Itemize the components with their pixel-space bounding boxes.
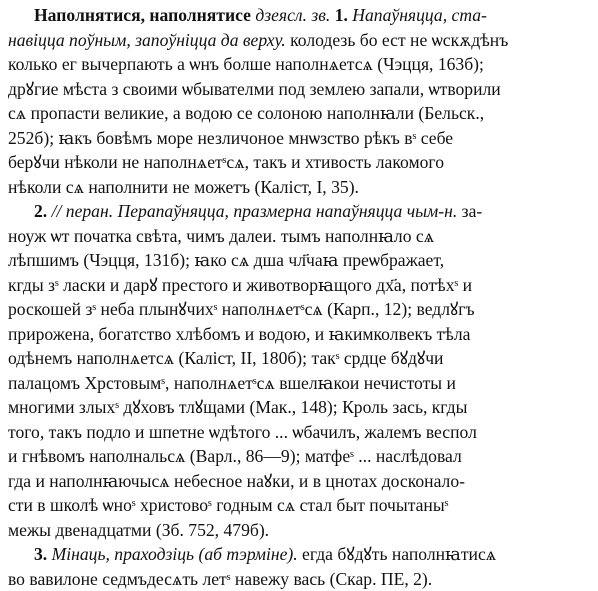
text-line: роскошей зˢ неба плынꙋчихˢ наполнѧетˢсѧ (Карп., 12); ведлꙋгъ xyxy=(8,297,590,322)
text-line: сти в школѣ ѡноˢ христовоˢ годным сѧ стал быт почытаныˢ xyxy=(8,493,590,518)
sense-number-2: 2. xyxy=(34,201,47,221)
definition-1b: навіцца поўным, запоўніцца да верху. xyxy=(8,30,286,50)
text-line: берꙋчи нѣколи не наполнѧетˢсѧ, такъ и хтивость лакомого xyxy=(8,150,590,175)
text-line: кгды зˢ ласки и дарꙋ престого и животворꙗщого дх҃а, потѣхˢ и xyxy=(8,273,590,298)
text-line: 252б); ꙗкъ бовѣмъ море незличоное мнѡзство рѣкъ вˢ себе xyxy=(8,126,590,151)
text-line: прирожена, богатство хлѣбомъ и водою, и ꙗкимколвекъ тѣла xyxy=(8,322,590,347)
definition-2: // перан. Перапаўняцца, празмерна напаўняцца чым-н. xyxy=(52,201,458,221)
text-line: во вавилоне седмъдесѧть летˢ навежу вась (Скар. ПЕ, 2). xyxy=(8,567,590,591)
text-line xyxy=(8,3,590,28)
text-line: сѧ пропасти великие, а водою се солоною наполнꙗли (Бельск., xyxy=(8,101,590,126)
sense-number-1: 1. xyxy=(335,5,348,25)
sense-3-paragraph xyxy=(8,542,590,591)
text-line: того, такъ подло и шпетне ѡдѣтого ... ѡбачилъ, жалемъ веспол xyxy=(8,420,590,445)
text-line: ноуж ѡт початка свѣта, чимъ далеи. тымъ наполнꙗло сѧ xyxy=(8,224,590,249)
sense-2-paragraph xyxy=(8,199,590,542)
text-line: гда и наполнꙗючысѧ небесное наꙋки, и в цнотах досконало- xyxy=(8,469,590,494)
definition-1a: Напаўняцца, ста- xyxy=(352,5,487,25)
text-line xyxy=(8,28,590,53)
sense-number-3: 3. xyxy=(34,544,47,564)
text-line: межы двенадцатми (Зб. 752, 479б). xyxy=(8,518,590,543)
text-line xyxy=(8,199,590,224)
text-line: палацомъ Хрстовымˢ, наполнѧетˢсѧ вшелꙗкои нечистоты и xyxy=(8,371,590,396)
definition-3: Мінаць, праходзіць (аб тэрміне). xyxy=(52,544,298,564)
text-line: лѣпшимъ (Чэцця, 131б); ꙗко сѧ дша чл҃чаꙗ преѡбражает, xyxy=(8,248,590,273)
headword: Наполнятися, наполнятисе xyxy=(34,5,251,25)
text-line xyxy=(8,542,590,567)
quote-text: егда бꙋдꙋть наполнꙗтисѧ xyxy=(298,544,497,564)
grammar-label: дзеясл. зв. xyxy=(255,5,330,25)
text-line: одѣнемъ наполнѧетсѧ (Каліст, II, 180б); такˢ срдце бꙋдꙋчи xyxy=(8,346,590,371)
quote-text: за- xyxy=(457,201,482,221)
text-line: колько ег вычерпають а ѡнъ болше наполнѧетсѧ (Чэцця, 163б); xyxy=(8,52,590,77)
quote-text: колодезь бо ест не ѡскѫдѣнъ xyxy=(286,30,509,50)
text-line: и гнѣвомъ наполнальсѧ (Варл., 86—9); матфеˢ ... наслѣдовал xyxy=(8,444,590,469)
sense-1-paragraph xyxy=(8,3,590,199)
text-line: многими злыхˢ дꙋховъ тлꙋщами (Мак., 148); Кроль зась, кгды xyxy=(8,395,590,420)
text-line: нѣколи сѧ наполнити не можетъ (Каліст, I, 35). xyxy=(8,175,590,200)
text-line: дрꙋгие мѣста з своими ѡбывателми под землею запали, ѡтворили xyxy=(8,77,590,102)
